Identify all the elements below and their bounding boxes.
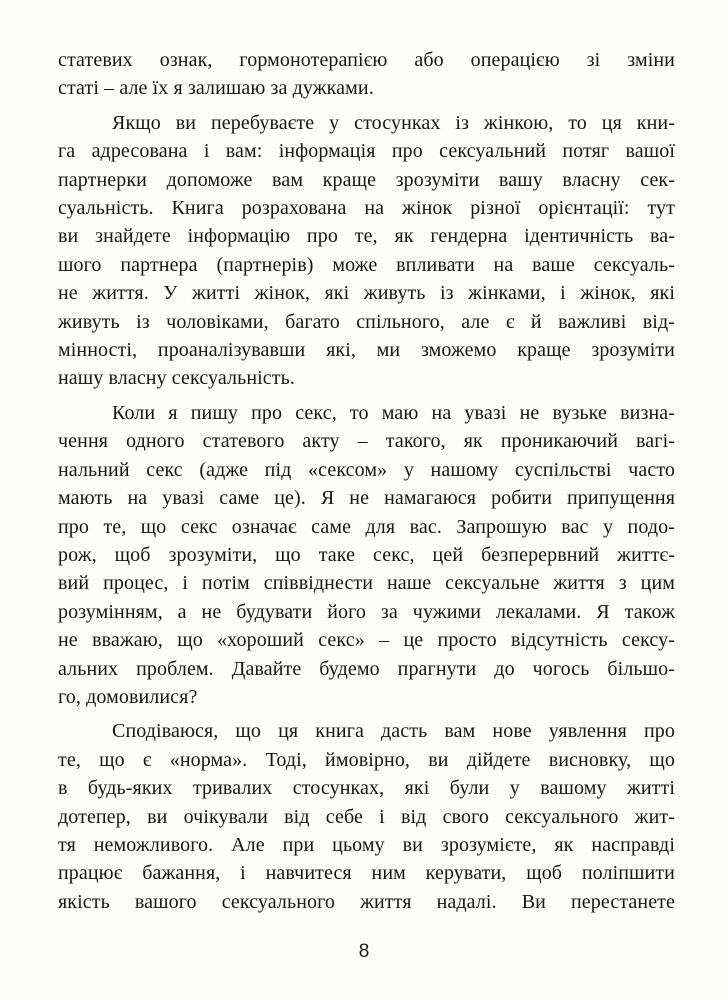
text-line: статі – але їх я залишаю за дужками.	[58, 77, 374, 100]
text-line: дотепер, ви очікували від себе і від свого сексуального жит-	[58, 805, 675, 828]
paragraph	[58, 717, 675, 916]
text-line: Коли я пишу про секс, то маю на увазі не вузьке визна-	[112, 401, 675, 424]
text-line: рож, щоб зрозуміти, що таке секс, цей безперервний життє-	[58, 543, 675, 566]
text-line: вий процес, і потім співвіднести наше сексуальне життя з цим	[58, 572, 675, 595]
text-line: якість вашого сексуального життя надалі. Ви перестанете	[58, 890, 675, 913]
paragraph	[58, 46, 675, 103]
text-line: статевих ознак, гормонотерапією або операцією зі зміни	[58, 49, 675, 71]
page-number: 8	[358, 941, 370, 962]
text-line: мінності, проаналізувавши які, ми зможемо краще зрозуміти	[58, 339, 675, 362]
text-line: не життя. У житті жінок, які живуть із жінками, і жінок, які	[58, 282, 675, 305]
text-line: Сподіваюся, що ця книга дасть вам нове уявлення про	[112, 720, 675, 743]
text-line: го, домовилися?	[58, 685, 198, 708]
text-line: нальний секс (адже під «сексом» у нашому суспільстві часто	[58, 458, 675, 481]
text-line: те, що є «норма». Тоді, ймовірно, ви дійдете висновку, що	[58, 748, 675, 771]
text-line: ви знайдете інформацію про те, як гендерна ідентичність ва-	[58, 225, 675, 248]
text-line: нашу власну сексуальність.	[58, 367, 295, 390]
text-line: га адресована і вам: інформація про сексуальний потяг вашої	[58, 140, 675, 163]
text-line: партнерки допоможе вам краще зрозуміти вашу власну сек-	[58, 168, 675, 191]
text-line: шого партнера (партнерів) може впливати на ваше сексуаль-	[58, 253, 675, 276]
text-line: Якщо ви перебуваєте у стосунках із жінкою, то ця кни-	[112, 111, 675, 134]
text-line: мають на увазі саме це). Я не намагаюся робити припущення	[58, 487, 675, 510]
text-line: живуть із чоловіками, багато спільного, але є й важливі від-	[58, 310, 675, 333]
text-line: в будь-яких тривалих стосунках, які були у вашому житті	[58, 777, 675, 800]
text-line: чення одного статевого акту – такого, як проникаючий вагі-	[58, 430, 675, 453]
paragraph	[58, 399, 675, 711]
text-line: про те, що секс означає саме для вас. Запрошую вас у подо-	[58, 515, 675, 538]
paragraph	[58, 109, 675, 393]
text-line: працює бажання, і навчитеся ним керувати, щоб поліпшити	[58, 862, 675, 885]
text-line: не вважаю, що «хороший секс» – це просто відсутність сексу-	[58, 629, 675, 652]
text-line: альних проблем. Давайте будемо прагнути до чогось більшо-	[58, 657, 675, 680]
text-line: тя неможливого. Але при цьому ви зрозумієте, як насправді	[58, 833, 675, 856]
text-line: суальність. Книга розрахована на жінок різної орієнтації: тут	[58, 197, 675, 220]
text-line: розумінням, а не будувати його за чужими лекалами. Я також	[58, 600, 675, 623]
page-text-block	[58, 46, 675, 916]
